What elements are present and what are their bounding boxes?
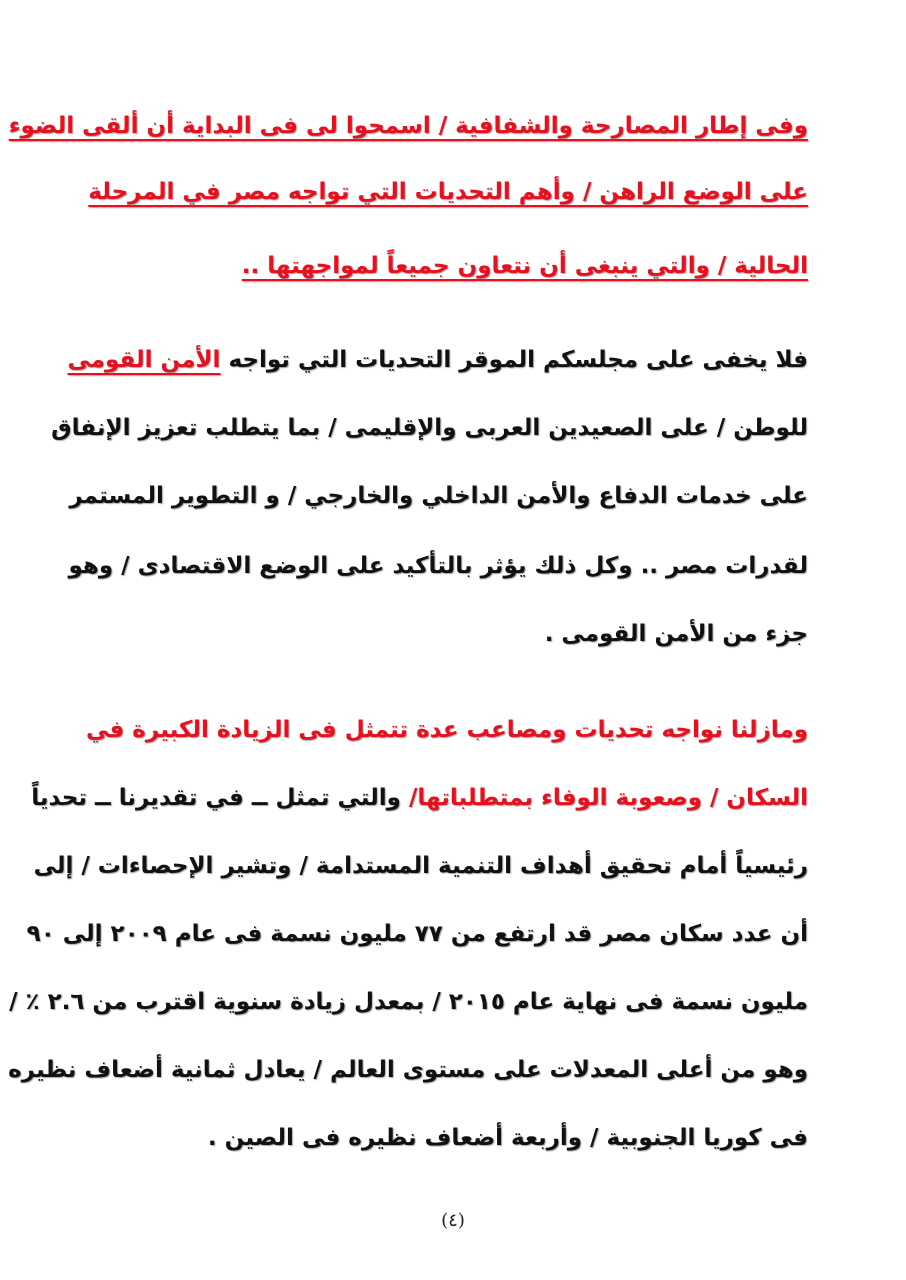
paragraph3-line1: ومازلنا نواجه تحديات ومصاعب عدة تتمثل فى الزيادة الكبيرة في bbox=[85, 717, 808, 743]
paragraph1-line1: وفى إطار المصارحة والشفافية / اسمحوا لى فى البداية أن ألقى الضوء bbox=[8, 113, 808, 139]
population-highlight: السكان / وصعوبة الوفاء بمتطلباتها/ bbox=[408, 785, 808, 811]
paragraph3-line2 bbox=[31, 768, 808, 828]
paragraph2-line5: جزء من الأمن القومى . bbox=[544, 621, 808, 647]
paragraph2-line4: لقدرات مصر .. وكل ذلك يؤثر بالتأكيد على الوضع الاقتصادى / وهو bbox=[68, 553, 808, 579]
paragraph2-line3: على خدمات الدفاع والأمن الداخلي والخارجي / و التطوير المستمر bbox=[69, 483, 808, 509]
paragraph3-line5: مليون نسمة فى نهاية عام ٢٠١٥ / بمعدل زيادة سنوية اقترب من ٢.٦ ٪ / bbox=[9, 989, 808, 1015]
page-number: (٤) bbox=[441, 1210, 465, 1231]
paragraph2-line2: للوطن / على الصعيدين العربى والإقليمى / بما يتطلب تعزيز الإنفاق bbox=[51, 415, 808, 441]
paragraph3-line4: أن عدد سكان مصر قد ارتفع من ٧٧ مليون نسمة فى عام ٢٠٠٩ إلى ٩٠ bbox=[26, 921, 808, 947]
paragraph1-line2: على الوضع الراهن / وأهم التحديات التي تواجه مصر في المرحلة bbox=[88, 179, 808, 205]
paragraph3-line7: فى كوريا الجنوبية / وأربعة أضعاف نظيره فى الصين . bbox=[207, 1125, 808, 1151]
paragraph2-line1 bbox=[67, 330, 808, 390]
paragraph1-line3: الحالية / والتي ينبغى أن نتعاون جميعاً لمواجهتها .. bbox=[241, 253, 808, 279]
paragraph3-line6: وهو من أعلى المعدلات على مستوى العالم / يعادل ثمانية أضعاف نظيره bbox=[8, 1057, 808, 1083]
paragraph3-line3: رئيسياً أمام تحقيق أهداف التنمية المستدامة / وتشير الإحصاءات / إلى bbox=[33, 853, 808, 879]
paragraph2-line1-text: فلا يخفى على مجلسكم الموقر التحديات التي تواجه bbox=[228, 347, 808, 373]
national-security-highlight: الأمن القومى bbox=[67, 347, 221, 373]
paragraph3-line2-text: والتي تمثل ــ في تقديرنا ــ تحدياً bbox=[31, 785, 401, 811]
